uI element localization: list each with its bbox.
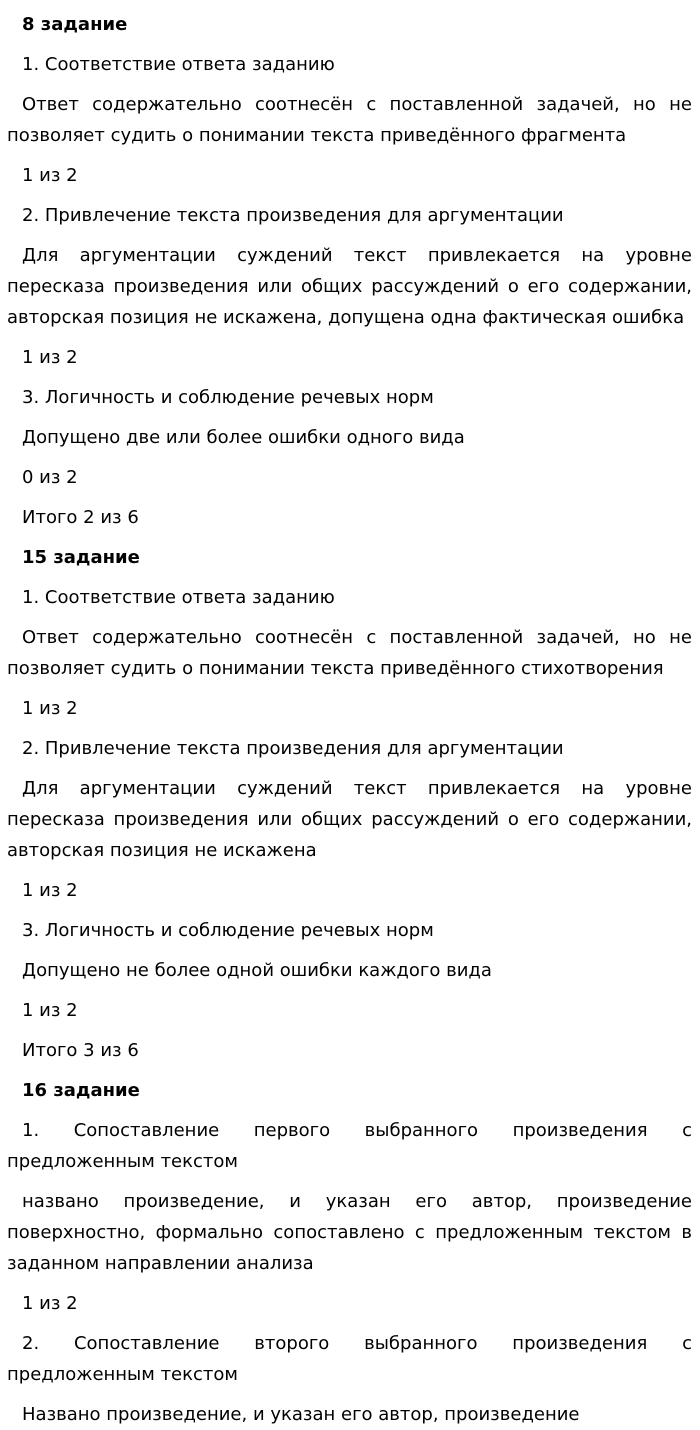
criterion-score: 1 из 2 xyxy=(22,880,78,901)
criterion-comment: Ответ содержательно соотнесён с поставленной задачей, но не позволяет судить о понимании текста приведённого фрагмента xyxy=(7,94,692,146)
criterion-name: 1. Сопоставление первого выбранного произведения с предложенным текстом xyxy=(7,1120,692,1172)
criterion-name: 1. Соответствие ответа заданию xyxy=(22,54,335,75)
section-title: 8 задание xyxy=(22,14,128,35)
section-title: 15 задание xyxy=(22,547,140,568)
criterion-score: 1 из 2 xyxy=(22,165,78,186)
section-task-16 xyxy=(7,1075,692,1430)
criterion-score: 1 из 2 xyxy=(22,1293,78,1314)
criterion-score: 1 из 2 xyxy=(22,1000,78,1021)
criterion-score: 1 из 2 xyxy=(22,347,78,368)
section-total: Итого 2 из 6 xyxy=(22,507,139,528)
criterion-comment: Допущено не более одной ошибки каждого вида xyxy=(22,960,492,981)
criterion-comment: Названо произведение, и указан его автор, произведение xyxy=(22,1404,580,1425)
criterion-name: 3. Логичность и соблюдение речевых норм xyxy=(22,387,434,408)
criterion-name: 2. Сопоставление второго выбранного произведения с предложенным текстом xyxy=(7,1333,692,1385)
section-total: Итого 3 из 6 xyxy=(22,1040,139,1061)
criterion-name: 2. Привлечение текста произведения для аргументации xyxy=(22,205,564,226)
criterion-comment: Для аргументации суждений текст привлекается на уровне пересказа произведения или общих рассуждений о его содержании, авторская позиция не искажена, допущена одна фактическая ошибка xyxy=(7,245,692,328)
criterion-comment: Ответ содержательно соотнесён с поставленной задачей, но не позволяет судить о понимании текста приведённого стихотворения xyxy=(7,627,692,679)
section-task-15 xyxy=(7,542,692,1066)
criterion-name: 1. Соответствие ответа заданию xyxy=(22,587,335,608)
criterion-comment: Допущено две или более ошибки одного вида xyxy=(22,427,465,448)
criterion-score: 1 из 2 xyxy=(22,698,78,719)
criterion-score: 0 из 2 xyxy=(22,467,78,488)
criterion-name: 3. Логичность и соблюдение речевых норм xyxy=(22,920,434,941)
section-task-8 xyxy=(7,9,692,533)
section-title: 16 задание xyxy=(22,1080,140,1101)
criterion-comment: Для аргументации суждений текст привлекается на уровне пересказа произведения или общих рассуждений о его содержании, авторская позиция не искажена xyxy=(7,778,692,861)
criterion-name: 2. Привлечение текста произведения для аргументации xyxy=(22,738,564,759)
criterion-comment: названо произведение, и указан его автор, произведение поверхностно, формально сопоставлено с предложенным текстом в заданном направлении анализа xyxy=(7,1191,692,1274)
